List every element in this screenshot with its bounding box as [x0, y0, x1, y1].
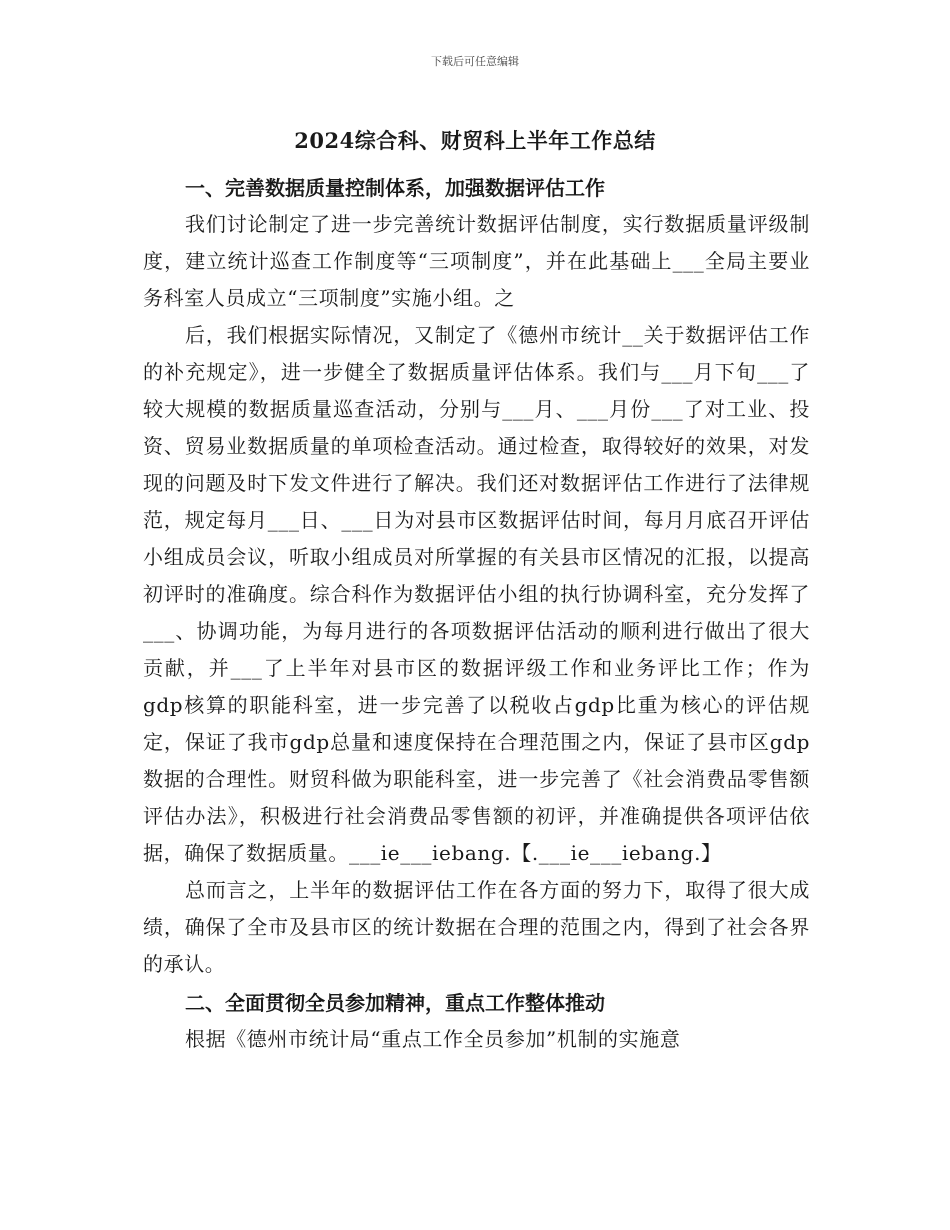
document-body — [143, 170, 810, 1058]
section-1-heading: 一、完善数据质量控制体系，加强数据评估工作 — [185, 176, 605, 200]
section-1-paragraph-1: 我们讨论制定了进一步完善统计数据评估制度，实行数据质量评级制度，建立统计巡查工作制度等“三项制度”，并在此基础上___全局主要业务科室人员成立“三项制度”实施小组。之 — [143, 212, 810, 310]
document-title: 2024综合科、财贸科上半年工作总结 — [294, 128, 656, 153]
section-2-paragraph-1: 根据《德州市统计局“重点工作全员参加”机制的实施意 — [185, 1027, 681, 1051]
section-1-paragraph-2: 后，我们根据实际情况，又制定了《德州市统计__关于数据评估工作的补充规定》，进一步健全了数据质量评估体系。我们与___月下旬___了较大规模的数据质量巡查活动，分别与___月、___月份___了对工业、投资、贸易业数据质量的单项检查活动。通过检查，取得较好的效果，对发现的问题及时下发文件进行了解决。我们还对数据评估工作进行了法律规范，规定每月___日、___日为对县市区数据评估时间，每月月底召开评估小组成员会议，听取小组成员对所掌握的有关县市区情况的汇报，以提高初评时的准确度。综合科作为数据评估小组的执行协调科室，充分发挥了___、协调功能，为每月进行的各项数据评估活动的顺利进行做出了很大贡献，并___了上半年对县市区的数据评级工作和业务评比工作；作为gdp核算的职能科室，进一步完善了以税收占gdp比重为核心的评估规定，保证了我市gdp总量和速度保持在合理范围之内，保证了县市区gdp数据的合理性。财贸科做为职能科室，进一步完善了《社会消费品零售额评估办法》，积极进行社会消费品零售额的初评，并准确提供各项评估依据，确保了数据质量。___ie___iebang.【.___ie___iebang.】 — [143, 323, 810, 865]
section-1-paragraph-3: 总而言之，上半年的数据评估工作在各方面的努力下，取得了很大成绩，确保了全市及县市区的统计数据在合理的范围之内，得到了社会各界的承认。 — [143, 878, 810, 976]
header-note: 下载后可任意编辑 — [431, 55, 519, 68]
section-2-heading: 二、全面贯彻全员参加精神，重点工作整体推动 — [185, 991, 605, 1015]
